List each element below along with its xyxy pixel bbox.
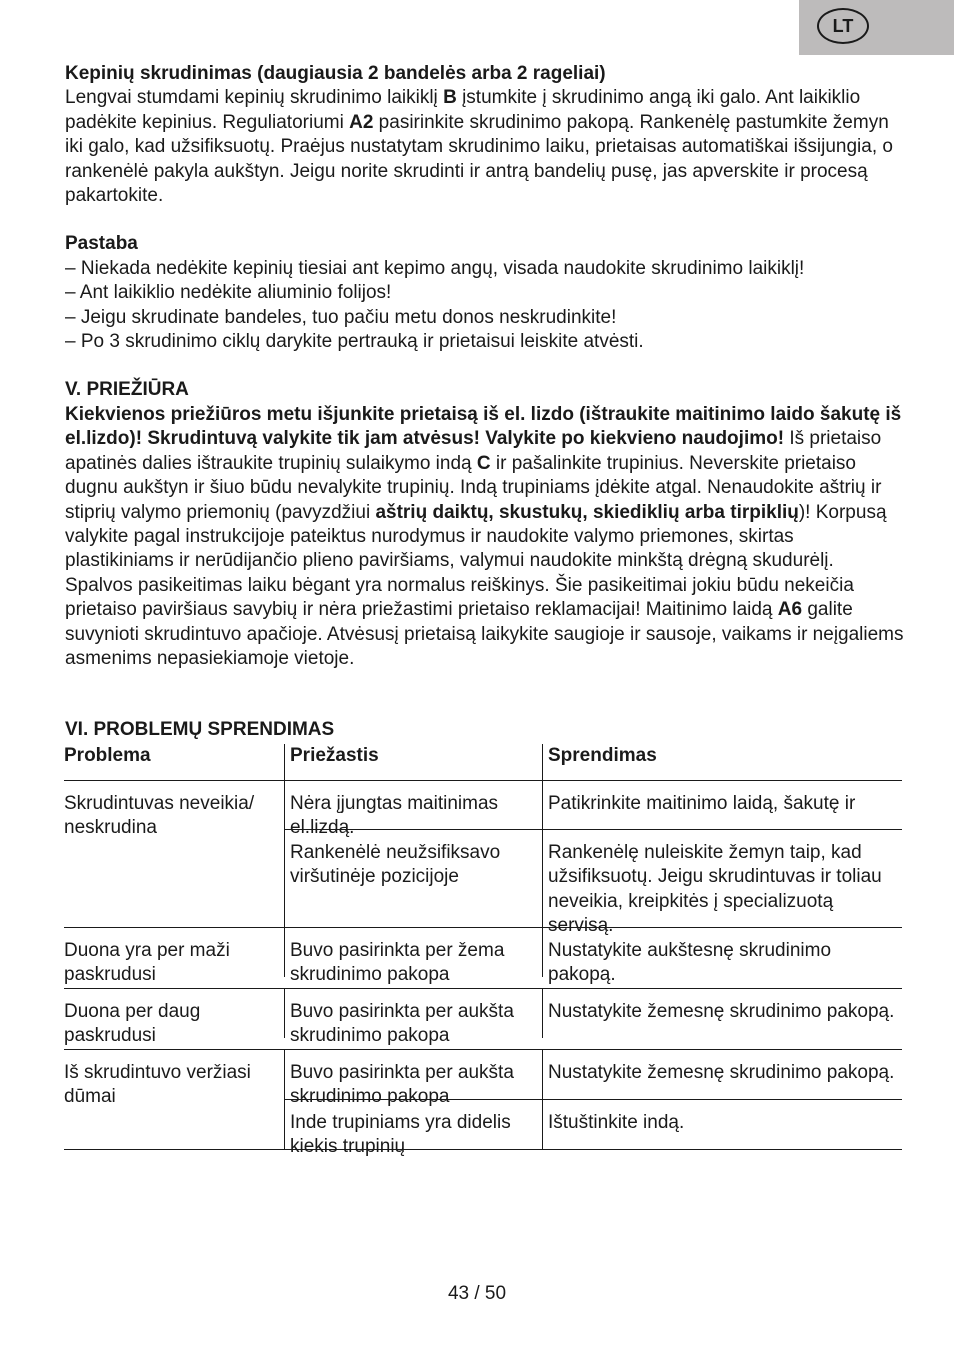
cause-cell: Buvo pasirinkta per aukšta skrudinimo pakopa (284, 989, 542, 1038)
solution-cell: Patikrinkite maitinimo laidą, šakutę ir (542, 781, 902, 829)
header-problem: Problema (64, 745, 151, 766)
table-row (64, 1049, 902, 1158)
note-item: – Po 3 skrudinimo ciklų darykite pertrauką ir prietaisui leiskite atvėsti. (65, 331, 644, 353)
header-cause: Priežastis (284, 744, 542, 780)
note-title: Pastaba (65, 233, 138, 255)
note-item: – Ant laikiklio nedėkite aliuminio folijos! (65, 282, 392, 304)
table-row (64, 927, 902, 988)
cause-cell: Nėra įjungtas maitinimas el.lizdą. (284, 781, 542, 829)
cause-cell: Inde trupiniams yra didelis kiekis trupinių (284, 1100, 542, 1149)
cause-cell: Rankenėlė neužsifiksavo viršutinėje pozicijoje (284, 830, 542, 927)
toasting-title: Kepinių skrudinimas (daugiausia 2 bandelės arba 2 rageliai) (65, 63, 606, 84)
cause-cell: Buvo pasirinkta per aukšta skrudinimo pakopa (284, 1050, 542, 1099)
header-solution: Sprendimas (542, 744, 902, 780)
troubleshooting-title: VI. PROBLEMŲ SPRENDIMAS (65, 719, 335, 740)
troubleshooting-table (64, 744, 902, 1158)
table-bottom-rule (64, 1149, 902, 1150)
solution-cell: Ištuštinkite indą. (542, 1100, 902, 1149)
manual-content (65, 62, 905, 671)
language-tab (799, 0, 954, 55)
solution-cell: Nustatykite aukštesnę skrudinimo pakopą. (542, 928, 902, 977)
solution-cell: Rankenėlę nuleiskite žemyn taip, kad užsifiksuotų. Jeigu skrudintuvas ir toliau neveikia, kreipkitės į specializuotą servisą. (542, 830, 902, 927)
solution-cell: Nustatykite žemesnę skrudinimo pakopą. (542, 1050, 902, 1099)
maintenance-paragraph: Kiekvienos priežiūros metu išjunkite prietaisą iš el. lizdo (ištraukite maitinimo laido šakutę iš el.lizdo)! Skrudintuvą valykite tik jam atvėsus! Valykite po kiekvieno naudojimo! Iš prietaiso apatinės dalies ištraukite trupinių sulaikymo indą C ir pašalinkite trupinius. Neverskite prietaiso dugnu aukštyn ir šiuo būdu nevalykite trupinių. Indą trupiniams įdėkite atgal. Nenaudokite aštrių ir stiprių valymo priemonių (pavyzdžiui aštrių daiktų, skustukų, skiediklių arba tirpiklių)! Korpusą valykite pagal instrukcijoje pateiktus nurodymus ir naudokite valymo priemones, skirtas plastikiniams ir nerūdijančio plieno paviršiams, valymui naudokite minkštą drėgną skudurėlį. Spalvos pasikeitimas laiku bėgant yra normalus reiškinys. Šie pasikeitimai jokiu būdu nekeičia prietaiso paviršiaus savybių ir nėra priežastimi prietaiso reklamacijai! Maitinimo laidą A6 galite suvynioti skrudintuvo apačioje. Atvėsusį prietaisą laikykite saugioje ir sausoje, vaikams ir neįgaliems asmenims nepasiekiamoje vietoje. (65, 403, 904, 669)
problem-cell: Skrudintuvas neveikia/ neskrudina (64, 793, 255, 839)
table-header (64, 744, 902, 780)
solution-cell: Nustatykite žemesnę skrudinimo pakopą. (542, 989, 902, 1038)
note-item: – Jeigu skrudinate bandeles, tuo pačiu metu donos neskrudinkite! (65, 306, 617, 328)
problem-cell: Iš skrudintuvo veržiasi dūmai (64, 1061, 251, 1108)
maintenance-title: V. PRIEŽIŪRA (65, 379, 189, 401)
page-number: 43 / 50 (447, 1283, 507, 1304)
language-badge: LT (817, 8, 869, 44)
cause-cell: Buvo pasirinkta per žema skrudinimo pakopa (284, 928, 542, 977)
note-item: – Niekada nedėkite kepinių tiesiai ant kepimo angų, visada naudokite skrudinimo laikiklį! (65, 257, 805, 279)
problem-cell: Duona yra per maži paskrudusi (64, 940, 230, 986)
table-row (64, 988, 902, 1049)
problem-cell: Duona per daug paskrudusi (64, 1000, 201, 1047)
table-row (64, 780, 902, 937)
toasting-paragraph: Lengvai stumdami kepinių skrudinimo laikiklį B įstumkite į skrudinimo angą iki galo. Ant laikiklio padėkite kepinius. Reguliatoriumi A2 pasirinkite skrudinimo pakopą. Rankenėlę pastumkite žemyn iki galo, kad užsifiksuotų. Praėjus nustatytam skrudinimo laiku, prietaisas automatiškai išsijungia, o rankenėlė pakyla aukštyn. Jeigu norite skrudinti ir antrą bandelių pusę, jas apverskite ir procesą pakartokite. (65, 87, 893, 207)
